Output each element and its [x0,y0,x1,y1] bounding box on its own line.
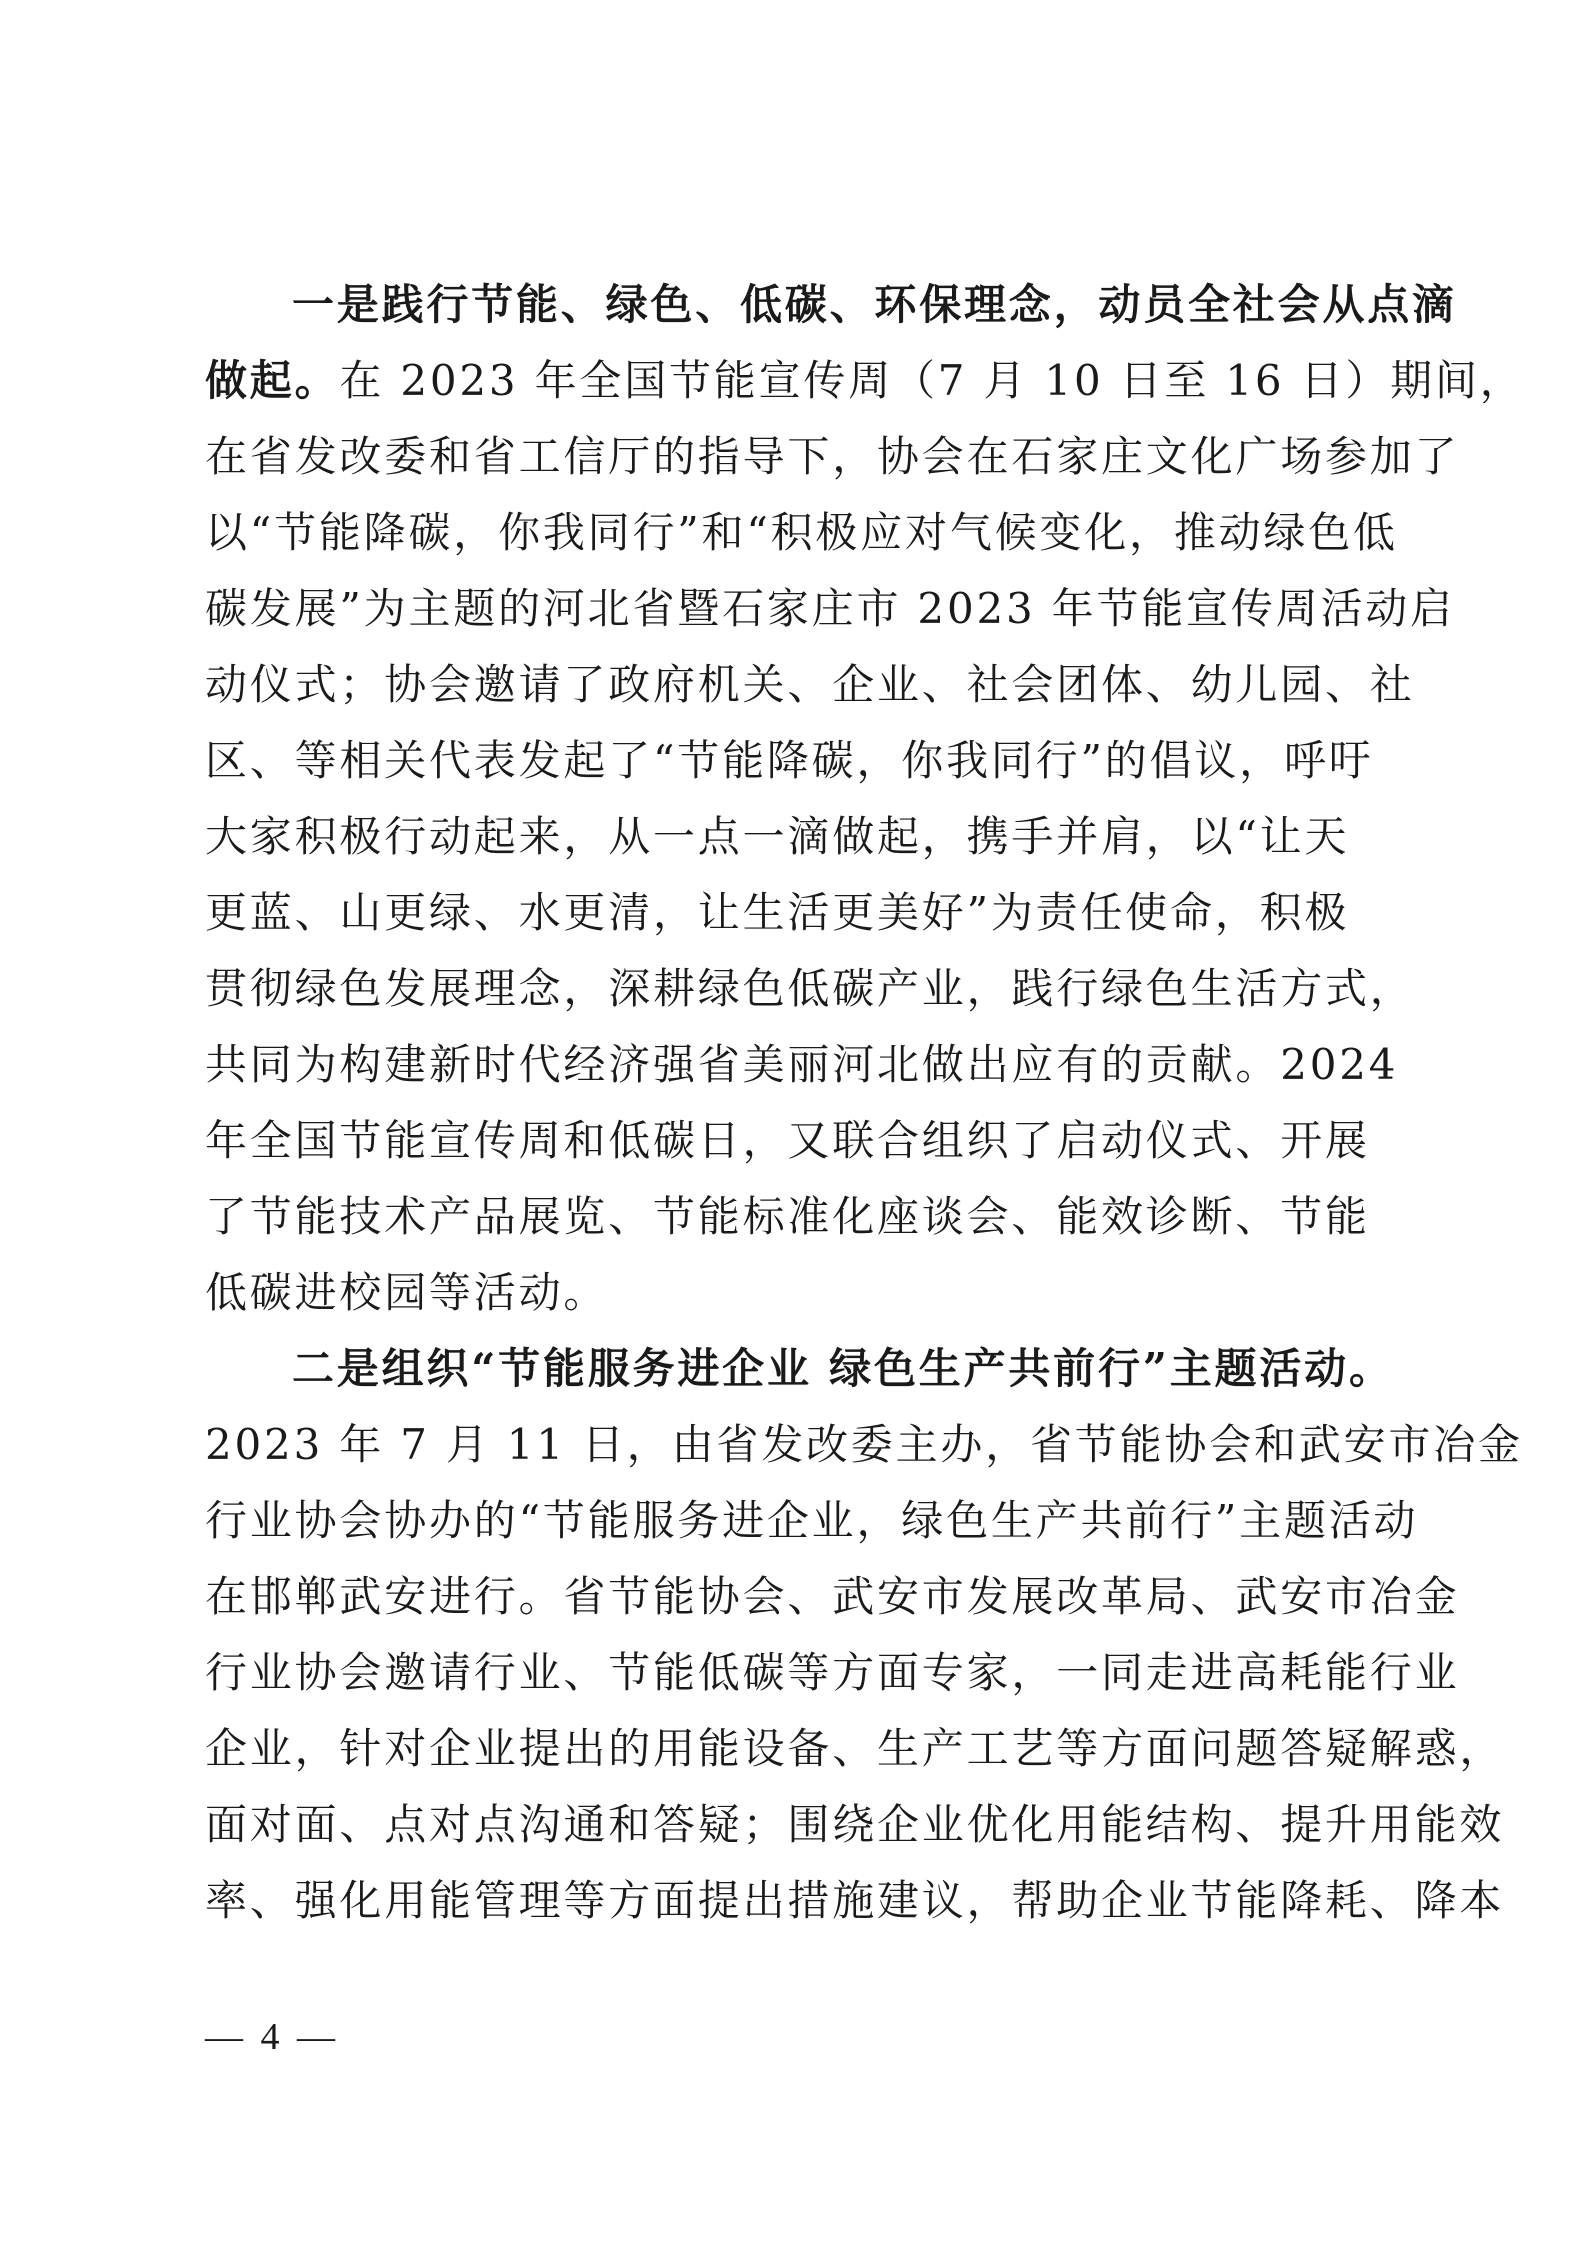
paragraph1-line-4: 动仪式；协会邀请了政府机关、企业、社会团体、幼儿园、社 [205,660,1415,709]
paragraph1-line-10: 年全国节能宣传周和低碳日，又联合组织了启动仪式、开展 [205,1116,1370,1165]
paragraph2-line-6: 率、强化用能管理等方面提出措施建议，帮助企业节能降耗、降本 [205,1876,1505,1925]
paragraph2-line-3: 行业协会邀请行业、节能低碳等方面专家，一同走进高耗能行业 [205,1648,1460,1697]
paragraph1-lead: 一是践行节能、绿色、低碳、环保理念，动员全社会从点滴 [292,280,1457,329]
paragraph2-line-1: 行业协会协办的“节能服务进企业，绿色生产共前行”主题活动 [205,1496,1419,1545]
paragraph1-line-11: 了节能技术产品展览、节能标准化座谈会、能效诊断、节能 [205,1192,1370,1241]
paragraph1-line-2: 以“节能降碳，你我同行”和“积极应对气候变化，推动绿色低 [205,508,1398,557]
paragraph1-line-1: 在省发改委和省工信厅的指导下，协会在石家庄文化广场参加了 [205,432,1460,481]
page-number: — 4 — [205,2016,339,2058]
paragraph2-line-4: 企业，针对企业提出的用能设备、生产工艺等方面问题答疑解惑， [205,1724,1505,1773]
paragraph1-line-6: 大家积极行动起来，从一点一滴做起，携手并肩，以“让天 [205,812,1350,861]
paragraph2-line-5: 面对面、点对点沟通和答疑；围绕企业优化用能结构、提升用能效 [205,1800,1505,1849]
paragraph1-line-12: 低碳进校园等活动。 [205,1268,609,1317]
paragraph1-lead-end: 做起。 [205,356,340,405]
paragraph1-line-8: 贯彻绿色发展理念，深耕绿色低碳产业，践行绿色生活方式， [205,964,1415,1013]
paragraph1-line-5: 区、等相关代表发起了“节能降碳，你我同行”的倡议，呼吁 [205,736,1374,785]
paragraph2-lead: 二是组织“节能服务进企业 绿色生产共前行”主题活动。 [292,1344,1394,1393]
paragraph1-line-3: 碳发展”为主题的河北省暨石家庄市 2023 年节能宣传周活动启 [205,584,1455,633]
paragraph1-line-0 [205,353,1525,409]
paragraph1-line-7: 更蓝、山更绿、水更清，让生活更美好”为责任使命，积极 [205,888,1350,937]
paragraph1-line-0-text: 在 2023 年全国节能宣传周（7 月 10 日至 16 日）期间， [339,356,1525,405]
paragraph1-line-9: 共同为构建新时代经济强省美丽河北做出应有的贡献。2024 [205,1040,1399,1089]
paragraph2-line-2: 在邯郸武安进行。省节能协会、武安市发展改革局、武安市冶金 [205,1572,1460,1621]
paragraph2-line-0: 2023 年 7 月 11 日，由省发改委主办，省节能协会和武安市冶金 [205,1420,1523,1469]
